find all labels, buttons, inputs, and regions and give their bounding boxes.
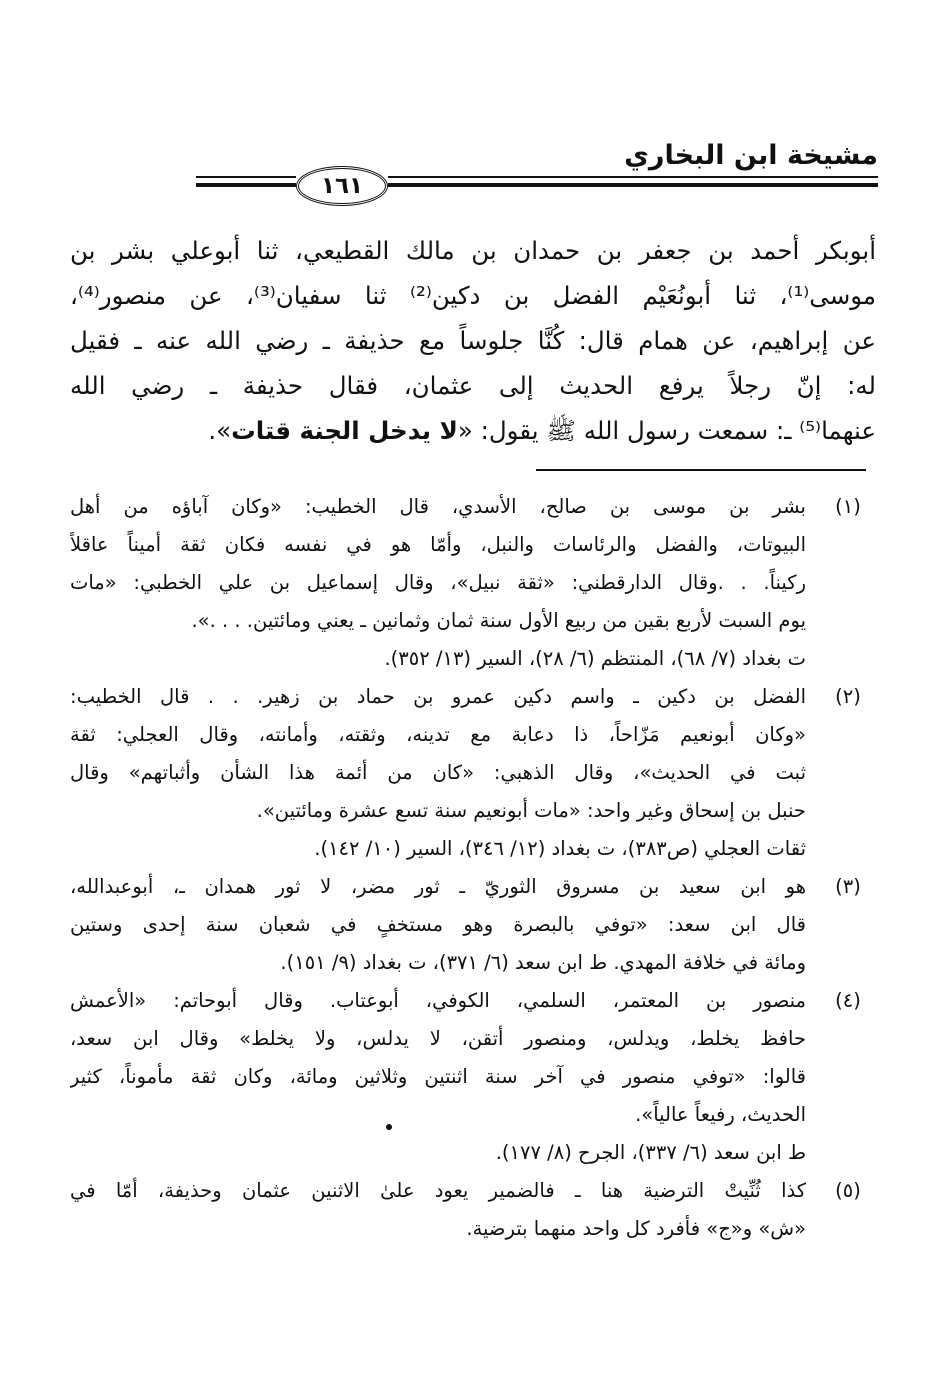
footnote-line: الحديث، رفيعاً عالياً». <box>635 1103 806 1126</box>
page-number: ١٦١ <box>320 172 364 199</box>
footnote-line: «وكان أبونعيم مَزّاحاً، ذا دعابة مع تدينه، وثقته، وأمانته، وقال العجلي: ثقة <box>70 723 806 746</box>
main-line: عن إبراهيم، عن همام قال: كُنَّا جلوساً مع حذيفة ـ رضي الله عنه ـ فقيل <box>70 326 876 355</box>
footnote-separator <box>536 469 866 471</box>
footnote-line: البيوتات، والفضل والرئاسات والنبل، وأمّا هو في نفسه فكان ثقة أميناً عاقلاً <box>70 533 806 556</box>
header-rule-right-bottom <box>388 183 878 187</box>
hadith-text: لا يدخل الجنة قتات <box>231 416 458 445</box>
header-rule-right-top <box>388 176 878 178</box>
footnote-line: ط ابن سعد (٦/ ٣٣٧)، الجرح (٨/ ١٧٧). <box>495 1141 806 1164</box>
page-number-frame <box>296 166 388 206</box>
footnote-line: منصور بن المعتمر، السلمي، الكوفي، أبوعتاب. وقال أبوحاتم: «الأعمش <box>70 989 806 1012</box>
footnote-line: ومائة في خلافة المهدي. ط ابن سعد (٦/ ٣٧١)، ت بغداد (٩/ ١٥١). <box>280 951 806 974</box>
footnote <box>70 488 878 678</box>
main-text <box>70 228 876 453</box>
footnote-number: (٢) <box>835 685 861 708</box>
footnote-number: (١) <box>835 495 861 518</box>
footnote-line: هو ابن سعيد بن مسروق الثوريّ ـ ثور مضر، لا ثور همدان ـ، أبوعبدالله، <box>70 875 806 898</box>
header-rule-left-bottom <box>196 183 296 187</box>
header-rule-left-top <box>196 176 296 178</box>
main-line-last <box>70 408 876 453</box>
footnote-line: «ش» و«ج» فأفرد كل واحد منهما بترضية. <box>466 1217 806 1240</box>
footnote-line: حافظ يخلط، ويدلس، ومنصور أتقن، لا يدلس، ولا يخلط» وقال ابن سعد، <box>70 1027 806 1050</box>
footnote-line: ثقات العجلي (ص٣٨٣)، ت بغداد (١٢/ ٣٤٦)، السير (١٠/ ١٤٢). <box>314 837 806 860</box>
footnote <box>70 678 878 868</box>
main-line: موسى⁽¹⁾، ثنا أبونُعَيْم الفضل بن دكين⁽²⁾ ثنا سفيان⁽³⁾، عن منصور⁽⁴⁾، <box>70 281 876 310</box>
main-line: له: إنّ رجلاً يرفع الحديث إلى عثمان، فقال حذيفة ـ رضي الله <box>70 371 876 400</box>
hadith-close: ». <box>208 416 232 445</box>
footnotes <box>70 488 878 1248</box>
footnote-line: ت بغداد (٧/ ٦٨)، المنتظم (٦/ ٢٨)، السير (١٣/ ٣٥٢). <box>384 647 806 670</box>
main-line: عنهما⁽⁵⁾ ـ: سمعت رسول الله ﷺ يقول: « <box>457 416 876 445</box>
footnote-line: بشر بن موسى بن صالح، الأسدي، قال الخطيب: «وكان آباؤه من أهل <box>70 495 806 518</box>
footnote-line: قالوا: «توفي منصور في آخر سنة اثنتين وثلاثين ومائة، وكان ثقة مأموناً، كثير <box>70 1065 806 1088</box>
running-title: مشيخة ابن البخاري <box>624 140 878 171</box>
main-line: أبوبكر أحمد بن جعفر بن حمدان بن مالك القطيعي، ثنا أبوعلي بشر بن <box>70 236 876 265</box>
footnote-line: حنبل بن إسحاق وغير واحد: «مات أبونعيم سنة تسع عشرة ومائتين». <box>256 799 806 822</box>
footnote-line: ثبت في الحديث»، وقال الذهبي: «كان من أئمة هذا الشأن وأثباتهم» وقال <box>70 761 806 784</box>
footnote-line: يوم السبت لأربع بقين من ربيع الأول سنة ثمان وثمانين ـ يعني ومائتين. . . .». <box>191 609 806 632</box>
footnote <box>70 868 878 982</box>
footnote-number: (٥) <box>835 1179 861 1202</box>
footnote <box>70 982 878 1172</box>
footnote-line: ركيناً. . .وقال الدارقطني: «ثقة نبيل»، وقال إسماعيل بن علي الخطبي: «مات <box>70 571 806 594</box>
ink-dot <box>386 1124 392 1130</box>
footnote-line: كذا ثُنِّيتْ الترضية هنا ـ فالضمير يعود علىٰ الاثنين عثمان وحذيفة، أمّا في <box>70 1179 806 1202</box>
footnote <box>70 1172 878 1248</box>
footnote-line: الفضل بن دكين ـ واسم دكين عمرو بن حماد بن زهير. . . قال الخطيب: <box>70 685 806 708</box>
footnote-line: قال ابن سعد: «توفي بالبصرة وهو مستخفٍ في شعبان سنة إحدى وستين <box>70 913 806 936</box>
footnote-number: (٤) <box>835 989 861 1012</box>
footnote-number: (٣) <box>835 875 861 898</box>
